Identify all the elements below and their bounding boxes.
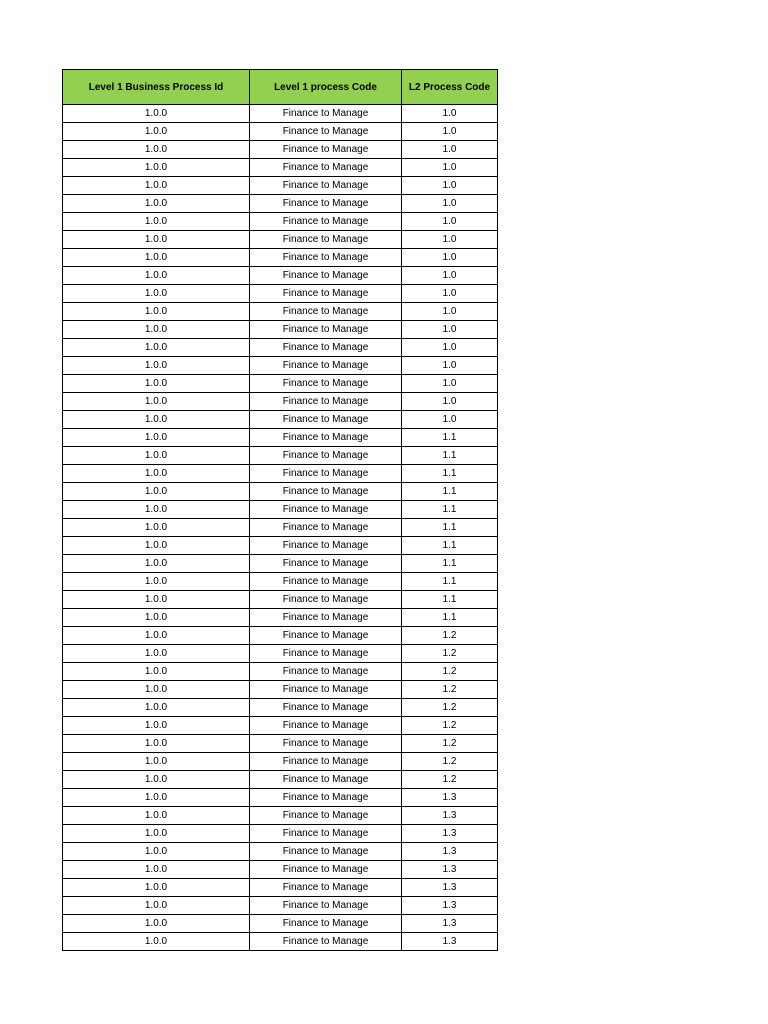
table-row <box>63 753 498 771</box>
cell-process-code: Finance to Manage <box>250 105 402 123</box>
table-row <box>63 591 498 609</box>
cell-l2-process-code: 1.1 <box>402 429 498 447</box>
cell-process-code: Finance to Manage <box>250 321 402 339</box>
cell-l2-process-code: 1.0 <box>402 321 498 339</box>
cell-process-code: Finance to Manage <box>250 501 402 519</box>
cell-process-code: Finance to Manage <box>250 249 402 267</box>
table-row <box>63 555 498 573</box>
cell-business-process-id: 1.0.0 <box>63 321 250 339</box>
table-row <box>63 285 498 303</box>
table-row <box>63 141 498 159</box>
cell-process-code: Finance to Manage <box>250 555 402 573</box>
cell-business-process-id: 1.0.0 <box>63 501 250 519</box>
cell-business-process-id: 1.0.0 <box>63 807 250 825</box>
cell-process-code: Finance to Manage <box>250 807 402 825</box>
cell-l2-process-code: 1.0 <box>402 249 498 267</box>
cell-process-code: Finance to Manage <box>250 609 402 627</box>
cell-business-process-id: 1.0.0 <box>63 753 250 771</box>
cell-business-process-id: 1.0.0 <box>63 159 250 177</box>
cell-business-process-id: 1.0.0 <box>63 645 250 663</box>
cell-process-code: Finance to Manage <box>250 699 402 717</box>
cell-business-process-id: 1.0.0 <box>63 123 250 141</box>
cell-process-code: Finance to Manage <box>250 771 402 789</box>
cell-l2-process-code: 1.0 <box>402 159 498 177</box>
cell-process-code: Finance to Manage <box>250 339 402 357</box>
table-row <box>63 915 498 933</box>
table-row <box>63 879 498 897</box>
cell-process-code: Finance to Manage <box>250 357 402 375</box>
table-row <box>63 573 498 591</box>
cell-l2-process-code: 1.3 <box>402 879 498 897</box>
cell-business-process-id: 1.0.0 <box>63 429 250 447</box>
table-row <box>63 321 498 339</box>
header-row <box>63 70 498 105</box>
table-row <box>63 699 498 717</box>
cell-l2-process-code: 1.1 <box>402 555 498 573</box>
cell-l2-process-code: 1.3 <box>402 915 498 933</box>
table-body <box>63 105 498 951</box>
cell-business-process-id: 1.0.0 <box>63 897 250 915</box>
cell-business-process-id: 1.0.0 <box>63 375 250 393</box>
process-table <box>62 69 498 951</box>
cell-process-code: Finance to Manage <box>250 591 402 609</box>
cell-l2-process-code: 1.1 <box>402 591 498 609</box>
table-row <box>63 933 498 951</box>
cell-business-process-id: 1.0.0 <box>63 213 250 231</box>
cell-l2-process-code: 1.0 <box>402 105 498 123</box>
cell-business-process-id: 1.0.0 <box>63 537 250 555</box>
table-row <box>63 105 498 123</box>
cell-process-code: Finance to Manage <box>250 933 402 951</box>
cell-l2-process-code: 1.0 <box>402 375 498 393</box>
cell-process-code: Finance to Manage <box>250 519 402 537</box>
table-row <box>63 627 498 645</box>
table-row <box>63 789 498 807</box>
cell-business-process-id: 1.0.0 <box>63 483 250 501</box>
table-row <box>63 429 498 447</box>
table-row <box>63 645 498 663</box>
cell-l2-process-code: 1.2 <box>402 645 498 663</box>
cell-l2-process-code: 1.3 <box>402 807 498 825</box>
table-row <box>63 447 498 465</box>
cell-business-process-id: 1.0.0 <box>63 519 250 537</box>
cell-l2-process-code: 1.3 <box>402 825 498 843</box>
table-row <box>63 213 498 231</box>
cell-business-process-id: 1.0.0 <box>63 591 250 609</box>
cell-business-process-id: 1.0.0 <box>63 195 250 213</box>
cell-l2-process-code: 1.0 <box>402 393 498 411</box>
cell-l2-process-code: 1.2 <box>402 717 498 735</box>
cell-business-process-id: 1.0.0 <box>63 663 250 681</box>
cell-l2-process-code: 1.2 <box>402 663 498 681</box>
table-row <box>63 357 498 375</box>
cell-l2-process-code: 1.1 <box>402 537 498 555</box>
cell-l2-process-code: 1.0 <box>402 285 498 303</box>
cell-process-code: Finance to Manage <box>250 231 402 249</box>
cell-l2-process-code: 1.2 <box>402 699 498 717</box>
table-row <box>63 681 498 699</box>
cell-business-process-id: 1.0.0 <box>63 249 250 267</box>
table-row <box>63 375 498 393</box>
table-row <box>63 861 498 879</box>
cell-process-code: Finance to Manage <box>250 177 402 195</box>
cell-process-code: Finance to Manage <box>250 267 402 285</box>
table-row <box>63 123 498 141</box>
cell-process-code: Finance to Manage <box>250 753 402 771</box>
cell-l2-process-code: 1.3 <box>402 789 498 807</box>
cell-l2-process-code: 1.0 <box>402 177 498 195</box>
cell-business-process-id: 1.0.0 <box>63 879 250 897</box>
cell-l2-process-code: 1.3 <box>402 897 498 915</box>
cell-business-process-id: 1.0.0 <box>63 609 250 627</box>
cell-l2-process-code: 1.1 <box>402 501 498 519</box>
cell-l2-process-code: 1.0 <box>402 141 498 159</box>
cell-business-process-id: 1.0.0 <box>63 573 250 591</box>
cell-l2-process-code: 1.1 <box>402 465 498 483</box>
table-row <box>63 267 498 285</box>
cell-process-code: Finance to Manage <box>250 735 402 753</box>
table-row <box>63 735 498 753</box>
table-row <box>63 393 498 411</box>
cell-l2-process-code: 1.3 <box>402 861 498 879</box>
cell-business-process-id: 1.0.0 <box>63 681 250 699</box>
cell-process-code: Finance to Manage <box>250 681 402 699</box>
cell-business-process-id: 1.0.0 <box>63 735 250 753</box>
table-row <box>63 339 498 357</box>
table-row <box>63 159 498 177</box>
table-row <box>63 249 498 267</box>
cell-l2-process-code: 1.0 <box>402 357 498 375</box>
cell-l2-process-code: 1.0 <box>402 339 498 357</box>
cell-l2-process-code: 1.1 <box>402 483 498 501</box>
table-row <box>63 303 498 321</box>
cell-l2-process-code: 1.0 <box>402 267 498 285</box>
table-row <box>63 231 498 249</box>
cell-l2-process-code: 1.0 <box>402 411 498 429</box>
cell-process-code: Finance to Manage <box>250 447 402 465</box>
table-row <box>63 843 498 861</box>
cell-process-code: Finance to Manage <box>250 285 402 303</box>
cell-business-process-id: 1.0.0 <box>63 267 250 285</box>
table-row <box>63 807 498 825</box>
cell-business-process-id: 1.0.0 <box>63 717 250 735</box>
cell-business-process-id: 1.0.0 <box>63 411 250 429</box>
cell-process-code: Finance to Manage <box>250 465 402 483</box>
table-row <box>63 465 498 483</box>
cell-business-process-id: 1.0.0 <box>63 357 250 375</box>
cell-l2-process-code: 1.0 <box>402 123 498 141</box>
cell-business-process-id: 1.0.0 <box>63 915 250 933</box>
cell-l2-process-code: 1.1 <box>402 519 498 537</box>
cell-process-code: Finance to Manage <box>250 879 402 897</box>
table-row <box>63 501 498 519</box>
table-row <box>63 483 498 501</box>
cell-business-process-id: 1.0.0 <box>63 825 250 843</box>
column-header-l2-process-code: L2 Process Code <box>402 70 498 105</box>
cell-process-code: Finance to Manage <box>250 303 402 321</box>
table-row <box>63 519 498 537</box>
cell-process-code: Finance to Manage <box>250 573 402 591</box>
cell-process-code: Finance to Manage <box>250 213 402 231</box>
table-row <box>63 609 498 627</box>
cell-process-code: Finance to Manage <box>250 825 402 843</box>
table-row <box>63 717 498 735</box>
cell-business-process-id: 1.0.0 <box>63 861 250 879</box>
column-header-business-process-id: Level 1 Business Process Id <box>63 70 250 105</box>
cell-process-code: Finance to Manage <box>250 717 402 735</box>
cell-business-process-id: 1.0.0 <box>63 231 250 249</box>
cell-l2-process-code: 1.0 <box>402 213 498 231</box>
cell-process-code: Finance to Manage <box>250 627 402 645</box>
cell-l2-process-code: 1.2 <box>402 771 498 789</box>
cell-business-process-id: 1.0.0 <box>63 771 250 789</box>
cell-l2-process-code: 1.1 <box>402 609 498 627</box>
cell-process-code: Finance to Manage <box>250 195 402 213</box>
cell-process-code: Finance to Manage <box>250 411 402 429</box>
cell-business-process-id: 1.0.0 <box>63 285 250 303</box>
table-row <box>63 663 498 681</box>
cell-process-code: Finance to Manage <box>250 645 402 663</box>
cell-business-process-id: 1.0.0 <box>63 141 250 159</box>
cell-business-process-id: 1.0.0 <box>63 789 250 807</box>
cell-process-code: Finance to Manage <box>250 123 402 141</box>
cell-process-code: Finance to Manage <box>250 861 402 879</box>
cell-process-code: Finance to Manage <box>250 897 402 915</box>
table-row <box>63 537 498 555</box>
cell-l2-process-code: 1.0 <box>402 195 498 213</box>
cell-business-process-id: 1.0.0 <box>63 933 250 951</box>
cell-l2-process-code: 1.0 <box>402 303 498 321</box>
cell-business-process-id: 1.0.0 <box>63 555 250 573</box>
cell-l2-process-code: 1.2 <box>402 753 498 771</box>
cell-l2-process-code: 1.1 <box>402 447 498 465</box>
cell-business-process-id: 1.0.0 <box>63 843 250 861</box>
cell-process-code: Finance to Manage <box>250 537 402 555</box>
cell-process-code: Finance to Manage <box>250 393 402 411</box>
cell-process-code: Finance to Manage <box>250 483 402 501</box>
cell-l2-process-code: 1.3 <box>402 933 498 951</box>
cell-l2-process-code: 1.2 <box>402 681 498 699</box>
cell-business-process-id: 1.0.0 <box>63 627 250 645</box>
cell-process-code: Finance to Manage <box>250 141 402 159</box>
cell-process-code: Finance to Manage <box>250 663 402 681</box>
cell-l2-process-code: 1.2 <box>402 627 498 645</box>
cell-process-code: Finance to Manage <box>250 915 402 933</box>
column-header-process-code: Level 1 process Code <box>250 70 402 105</box>
cell-process-code: Finance to Manage <box>250 789 402 807</box>
cell-l2-process-code: 1.3 <box>402 843 498 861</box>
cell-process-code: Finance to Manage <box>250 429 402 447</box>
cell-process-code: Finance to Manage <box>250 375 402 393</box>
cell-business-process-id: 1.0.0 <box>63 177 250 195</box>
cell-process-code: Finance to Manage <box>250 843 402 861</box>
cell-business-process-id: 1.0.0 <box>63 465 250 483</box>
cell-l2-process-code: 1.2 <box>402 735 498 753</box>
table-row <box>63 177 498 195</box>
cell-business-process-id: 1.0.0 <box>63 303 250 321</box>
cell-business-process-id: 1.0.0 <box>63 339 250 357</box>
table-row <box>63 195 498 213</box>
cell-l2-process-code: 1.0 <box>402 231 498 249</box>
table-row <box>63 897 498 915</box>
table-row <box>63 825 498 843</box>
cell-business-process-id: 1.0.0 <box>63 447 250 465</box>
cell-business-process-id: 1.0.0 <box>63 699 250 717</box>
table-row <box>63 411 498 429</box>
table-row <box>63 771 498 789</box>
cell-business-process-id: 1.0.0 <box>63 105 250 123</box>
cell-process-code: Finance to Manage <box>250 159 402 177</box>
cell-business-process-id: 1.0.0 <box>63 393 250 411</box>
cell-l2-process-code: 1.1 <box>402 573 498 591</box>
